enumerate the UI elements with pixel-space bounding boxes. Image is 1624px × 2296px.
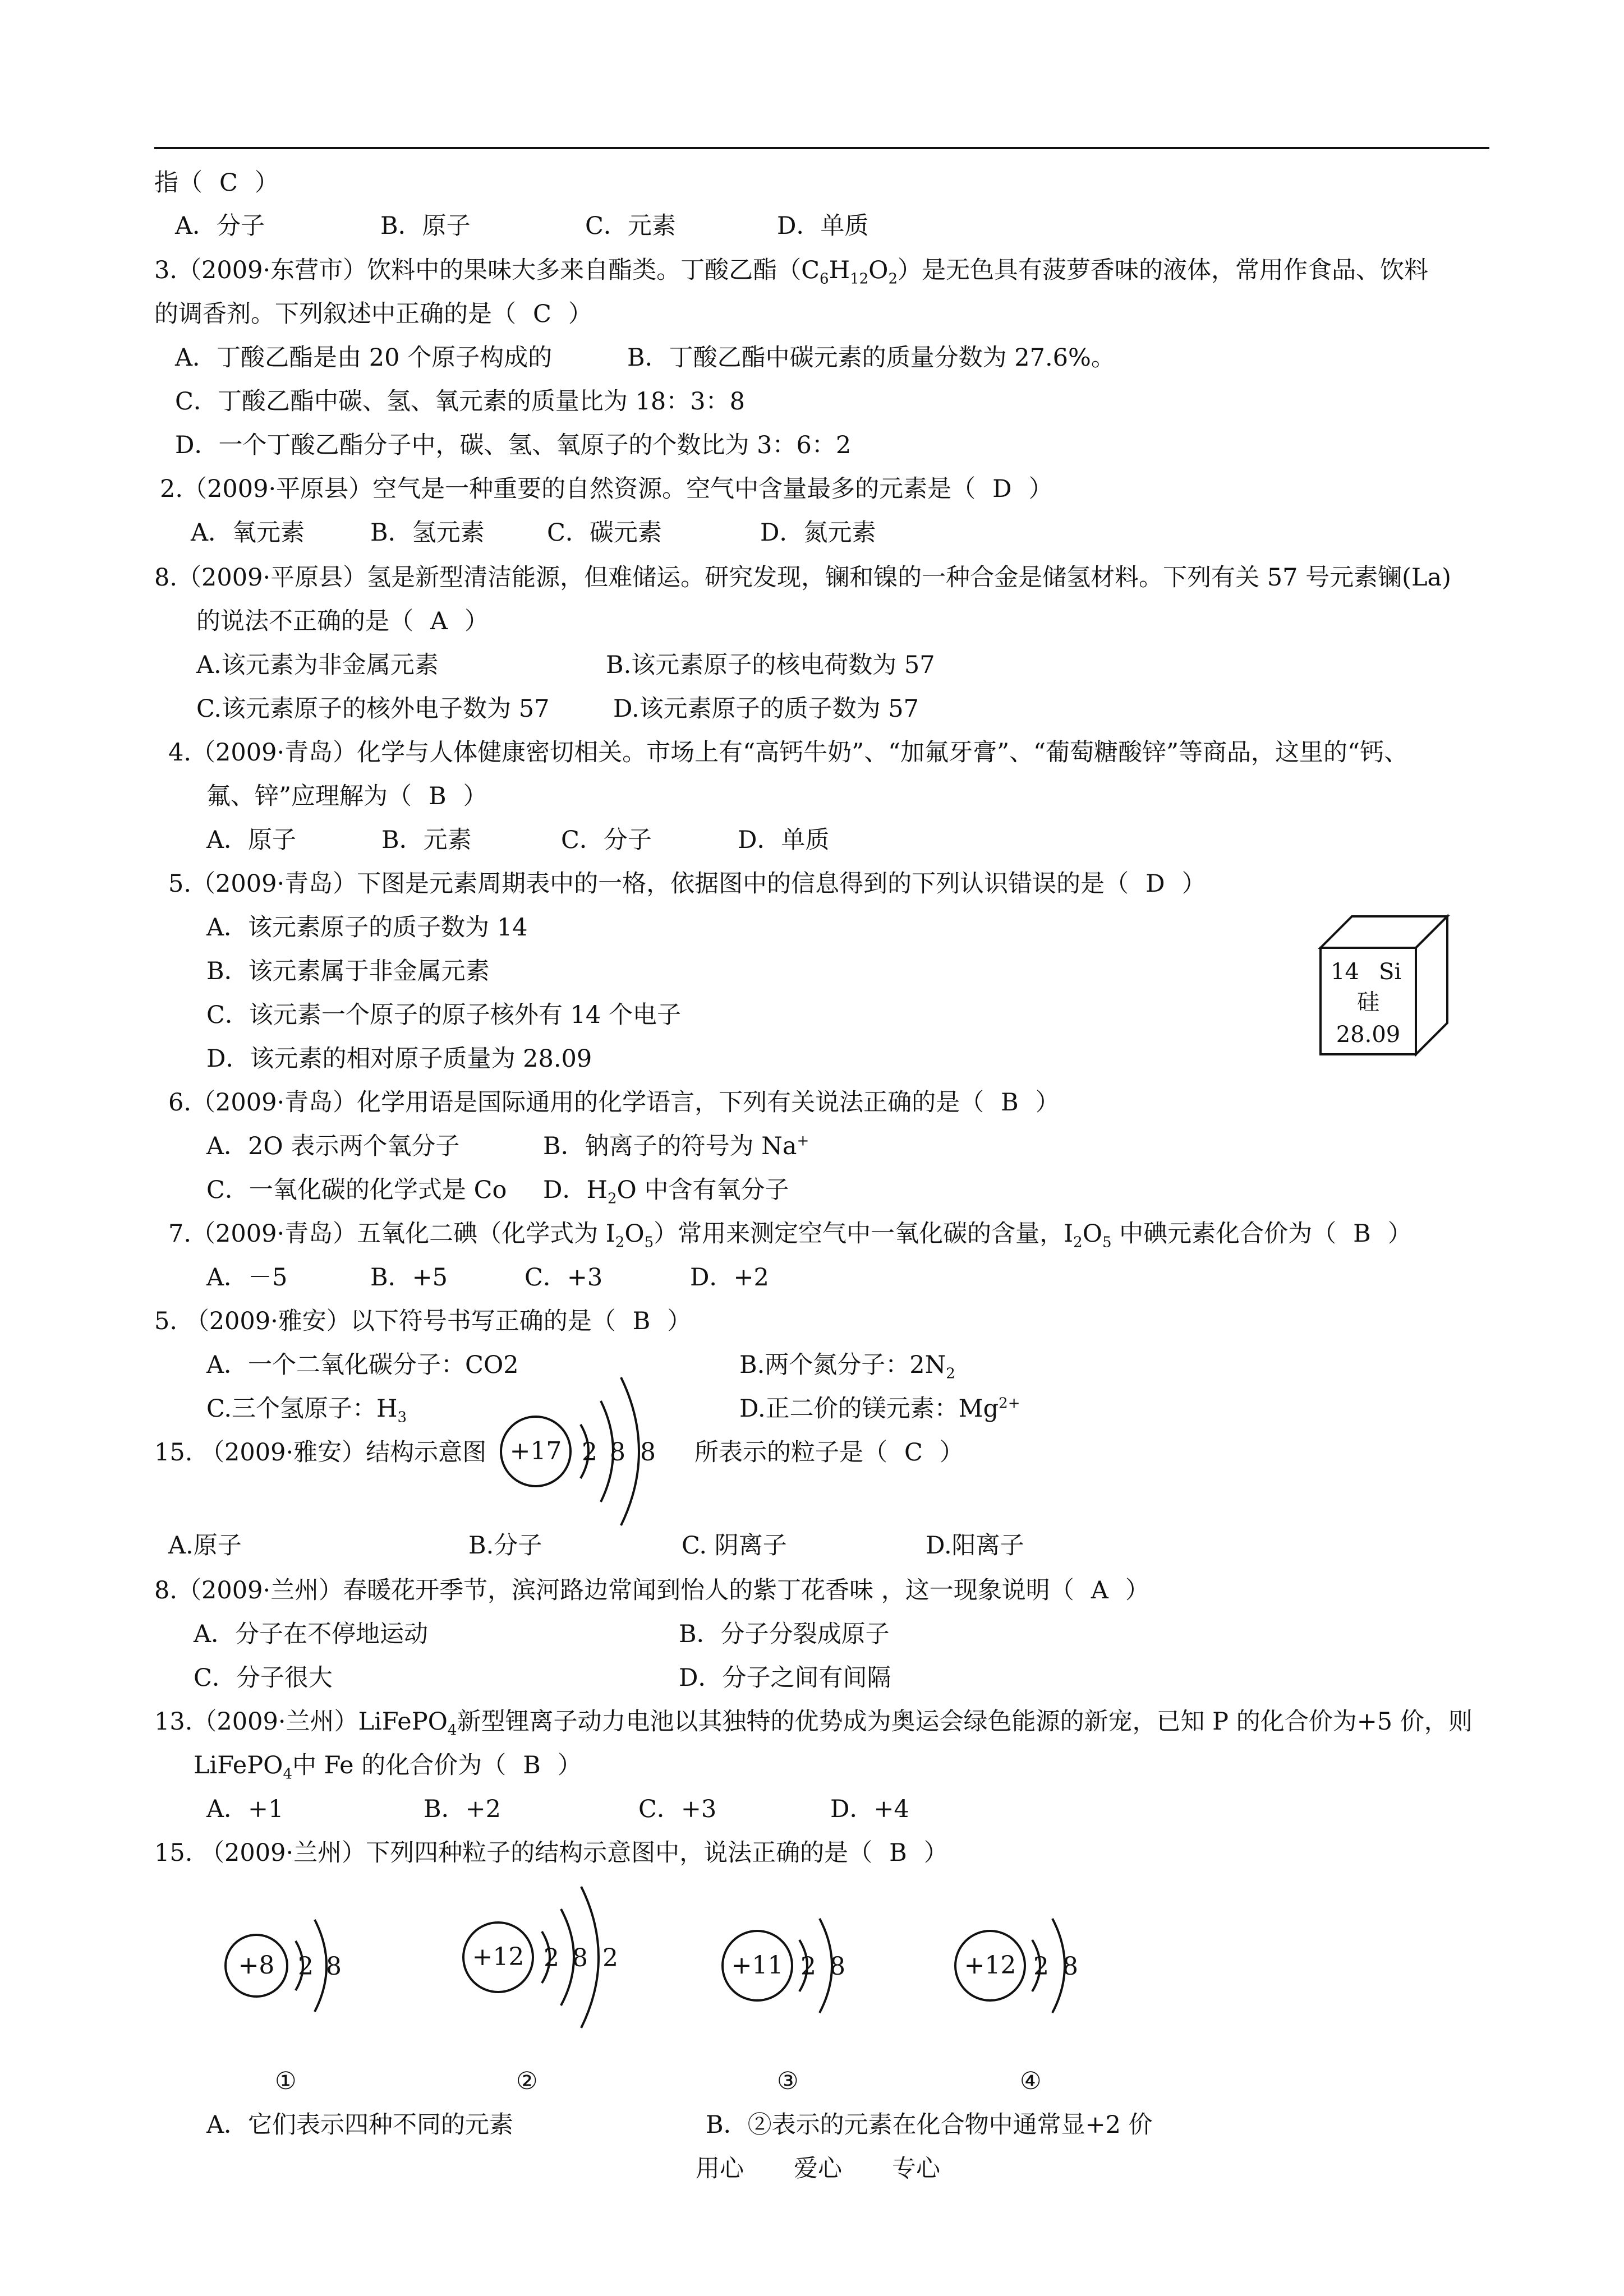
element-symbol: Si <box>1379 959 1402 985</box>
stem-text: ）常用来测定空气中一氧化碳的含量，I <box>654 1220 1074 1248</box>
q8a-option-c: C.该元素原子的核外电子数为 57 <box>196 695 550 723</box>
stem-text: 13.（2009·兰州）LiFePO <box>154 1708 448 1736</box>
stem-text: LiFePO <box>194 1751 283 1779</box>
stem-close: ） <box>254 169 279 197</box>
q3-option-d: D．一个丁酸乙酯分子中，碳、氢、氧原子的个数比为 3：6：2 <box>175 431 852 459</box>
stem-text: 2.（2009·平原县）空气是一种重要的自然资源。空气中含量最多的元素是（ <box>160 475 976 503</box>
answer: B <box>632 1307 651 1335</box>
q15a-stem-pre: 15. （2009·雅安）结构示意图 <box>154 1439 487 1467</box>
answer: B <box>1001 1089 1019 1117</box>
stem-text: 中 Fe 的化合价为（ <box>292 1751 507 1779</box>
superscript: + <box>797 1132 809 1150</box>
q2-option-b: B．氢元素 <box>370 519 485 547</box>
footer-word-1: 用心 <box>696 2155 744 2183</box>
stem-text: 5.（2009·青岛）下图是元素周期表中的一格，依据图中的信息得到的下列认识错误的是（ <box>168 870 1129 898</box>
q13-stem-line2 <box>194 1751 582 1783</box>
diagram-label-2: ② <box>516 2067 538 2095</box>
q7-option-d: D．+2 <box>690 1264 769 1292</box>
element-name: 硅 <box>1357 989 1379 1015</box>
q4-option-c: C．分子 <box>561 826 652 854</box>
q13-option-d: D．+4 <box>830 1795 909 1823</box>
q7-option-c: C．+3 <box>525 1264 603 1292</box>
atom-diagram-1 <box>222 1893 367 2039</box>
q8a-option-b: B.该元素原子的核电荷数为 57 <box>606 651 935 679</box>
stem-close: ） <box>1125 1576 1149 1605</box>
q5b-option-d <box>739 1397 1020 1421</box>
stem-close: ） <box>464 607 489 635</box>
shell-electrons-1: 2 <box>298 1952 314 1981</box>
shell-electrons-2: 8 <box>572 1944 588 1972</box>
stem-text: 3.（2009·东营市）饮料中的果味大多来自酯类。丁酸乙酯（C <box>154 256 820 284</box>
stem-text: 指（ <box>154 169 203 197</box>
atom-diagram-4 <box>948 1893 1105 2039</box>
q5b-option-c <box>206 1395 407 1426</box>
shell-electrons-1: 2 <box>801 1952 816 1981</box>
shell-electrons-3: 8 <box>640 1438 656 1467</box>
q2-option-c: C．碳元素 <box>547 519 662 547</box>
atom-structure-diagram-chlorine <box>496 1368 676 1537</box>
superscript: 2+ <box>999 1395 1020 1412</box>
q2-stem <box>160 477 1053 501</box>
q15a-stem-post <box>694 1441 964 1465</box>
shell-electrons-1: 2 <box>544 1944 559 1972</box>
answer: C <box>904 1439 923 1467</box>
q15a-option-d: D.阳离子 <box>926 1532 1024 1560</box>
q8a-stem-line2 <box>196 607 489 635</box>
q15a-option-b: B.分子 <box>468 1532 542 1560</box>
option-text: O 中含有氧分子 <box>617 1176 789 1204</box>
stem-text: 6.（2009·青岛）化学用语是国际通用的化学语言，下列有关说法正确的是（ <box>168 1089 984 1117</box>
q8b-option-c: C．分子很大 <box>194 1664 333 1692</box>
option-text: B.两个氮分子：2N <box>739 1351 946 1379</box>
subscript: 4 <box>283 1765 292 1783</box>
q13-option-b: B．+2 <box>424 1795 501 1823</box>
q15a-option-c: C. 阴离子 <box>682 1532 787 1560</box>
stem-text: 的说法不正确的是（ <box>196 607 413 635</box>
option-text: D.正二价的镁元素：Mg <box>739 1395 999 1423</box>
stem-close: ） <box>568 300 592 328</box>
subscript: 3 <box>397 1409 407 1426</box>
answer: A <box>430 607 448 635</box>
q6-option-c: C．一氧化碳的化学式是 Co <box>206 1176 507 1204</box>
periodic-table-cell <box>1318 914 1453 1060</box>
q6-option-b <box>543 1132 809 1160</box>
q2-option-d: D．氮元素 <box>760 519 876 547</box>
formula-part: H <box>829 256 850 284</box>
q15a-option-a: A.原子 <box>168 1532 242 1560</box>
answer: D <box>992 475 1012 503</box>
subscript: 5 <box>644 1234 654 1251</box>
q6-stem <box>168 1091 1060 1115</box>
shell-electrons-1: 2 <box>1033 1952 1049 1981</box>
stem-close: ） <box>1387 1220 1412 1248</box>
formula-part: O <box>1082 1220 1102 1248</box>
q5b-stem <box>154 1307 692 1335</box>
q8a-option-a: A.该元素为非金属元素 <box>196 651 439 679</box>
option-text: D．H <box>543 1176 608 1204</box>
stem-close: ） <box>939 1439 964 1467</box>
footer-word-2: 爱心 <box>794 2155 842 2183</box>
shell-electrons-3: 2 <box>602 1944 618 1972</box>
answer: B <box>523 1751 541 1779</box>
stem-close: ） <box>1028 475 1053 503</box>
stem-text: 新型锂离子动力电池以其独特的优势成为奥运会绿色能源的新宠，已知 P 的化合价为+5 价，则 <box>457 1708 1473 1736</box>
q8b-option-a: A．分子在不停地运动 <box>194 1620 429 1648</box>
shell-electrons-2: 8 <box>326 1952 342 1981</box>
subscript: 2 <box>607 1190 617 1207</box>
stem-text: 中碘元素化合价为（ <box>1111 1220 1337 1248</box>
diagram-label-3: ③ <box>777 2067 799 2095</box>
q2-option-a: A．氧元素 <box>191 519 305 547</box>
subscript: 2 <box>1073 1234 1083 1251</box>
stem-text: 8.（2009·兰州）春暖花开季节，滨河路边常闻到怡人的紫丁花香味 ，这一现象说明（ <box>154 1576 1074 1605</box>
q13-option-a: A．+1 <box>206 1795 284 1823</box>
option-c: C．元素 <box>585 212 676 240</box>
q3-option-b: B．丁酸乙酯中碳元素的质量分数为 27.6%。 <box>627 344 1115 372</box>
nucleus-charge: +12 <box>472 1943 525 1971</box>
q8b-option-b: B．分子分裂成原子 <box>679 1620 890 1648</box>
q5b-option-a: A．一个二氧化碳分子：CO2 <box>206 1351 519 1379</box>
atom-diagram-2 <box>449 1884 640 2047</box>
stem-text: 所表示的粒子是（ <box>694 1439 887 1467</box>
q8b-stem <box>154 1576 1149 1605</box>
answer: C <box>533 300 551 328</box>
answer: A <box>1091 1576 1108 1605</box>
element-number: 14 <box>1331 959 1359 985</box>
q3-stem-line1 <box>154 256 1428 288</box>
subscript: 12 <box>850 270 869 288</box>
q6-option-a: A．2O 表示两个氧分子 <box>206 1132 460 1160</box>
nucleus-charge: +12 <box>964 1951 1016 1980</box>
q3-stem-line2 <box>154 302 592 326</box>
shell-electrons-1: 2 <box>582 1438 597 1467</box>
diagram-label-1: ① <box>275 2067 297 2095</box>
answer: B <box>428 782 447 810</box>
subscript: 2 <box>888 270 898 288</box>
stem-text: 15. （2009·兰州）下列四种粒子的结构示意图中，说法正确的是（ <box>154 1839 873 1867</box>
q7-option-b: B．+5 <box>370 1264 448 1292</box>
q5a-option-d: D．该元素的相对原子质量为 28.09 <box>206 1045 592 1073</box>
q5a-stem <box>168 872 1206 896</box>
q8a-stem-line1: 8.（2009·平原县）氢是新型清洁能源，但难储运。研究发现，镧和镍的一种合金是储氢材料。下列有关 57 号元素镧(La) <box>154 564 1451 592</box>
footer-word-3: 专心 <box>892 2155 940 2183</box>
q7-stem <box>168 1220 1412 1251</box>
option-text: B．钠离子的符号为 Na <box>543 1132 797 1160</box>
nucleus-charge: +17 <box>509 1437 562 1465</box>
option-text: C.三个氢原子：H <box>206 1395 398 1423</box>
q3-option-c: C．丁酸乙酯中碳、氢、氧元素的质量比为 18：3：8 <box>175 388 746 416</box>
subscript: 2 <box>946 1365 955 1382</box>
stem-close: ） <box>1035 1089 1060 1117</box>
stem-close: ） <box>923 1839 948 1867</box>
shell-electrons-2: 8 <box>610 1438 625 1467</box>
q15b-option-a: A．它们表示四种不同的元素 <box>206 2111 514 2139</box>
stem-text: 5. （2009·雅安）以下符号书写正确的是（ <box>154 1307 616 1335</box>
q4-stem-line1: 4.（2009·青岛）化学与人体健康密切相关。市场上有“高钙牛奶”、“加氟牙膏”、“葡萄糖酸锌”等商品，这里的“钙、 <box>168 739 1409 767</box>
q7-option-a: A．－5 <box>206 1264 288 1292</box>
stem-close: ） <box>557 1751 582 1779</box>
shell-electrons-2: 8 <box>1062 1952 1078 1981</box>
stem-text: 的调香剂。下列叙述中正确的是（ <box>154 300 516 328</box>
stem-text: ）是无色具有菠萝香味的液体，常用作食品、饮料 <box>897 256 1428 284</box>
q6-option-d <box>543 1176 789 1207</box>
q4-stem-line2 <box>206 782 487 810</box>
stem-close: ） <box>1181 870 1206 898</box>
q5b-option-b <box>739 1351 955 1382</box>
nucleus-charge: +11 <box>731 1951 784 1980</box>
shell-electrons-2: 8 <box>830 1952 845 1981</box>
answer: D <box>1145 870 1165 898</box>
answer: C <box>219 169 238 197</box>
stem-close: ） <box>667 1307 692 1335</box>
q15b-stem <box>154 1841 948 1865</box>
stem-text: 氟、锌”应理解为（ <box>206 782 412 810</box>
q5a-option-b: B．该元素属于非金属元素 <box>206 957 490 985</box>
formula-part: O <box>868 256 889 284</box>
diagram-label-4: ④ <box>1020 2067 1042 2095</box>
q5a-option-a: A．该元素原子的质子数为 14 <box>206 914 528 942</box>
q4-option-d: D．单质 <box>738 826 830 854</box>
q4-option-b: B．元素 <box>381 826 472 854</box>
q8a-option-d: D.该元素原子的质子数为 57 <box>613 695 919 723</box>
question-fragment-stem <box>154 171 279 195</box>
q13-stem-line1 <box>154 1708 1473 1739</box>
q15b-option-b: B．②表示的元素在化合物中通常显+2 价 <box>706 2111 1153 2139</box>
answer: B <box>889 1839 907 1867</box>
subscript: 2 <box>615 1234 625 1251</box>
q13-option-c: C．+3 <box>638 1795 717 1823</box>
option-d: D．单质 <box>777 212 869 240</box>
header-rule <box>154 147 1489 149</box>
subscript: 4 <box>447 1722 457 1739</box>
q3-option-a: A．丁酸乙酯是由 20 个原子构成的 <box>175 344 553 372</box>
stem-text: 7.（2009·青岛）五氧化二碘（化学式为 I <box>168 1220 615 1248</box>
atom-diagram-3 <box>715 1893 872 2039</box>
stem-close: ） <box>463 782 487 810</box>
q4-option-a: A．原子 <box>206 826 297 854</box>
element-mass: 28.09 <box>1336 1022 1401 1048</box>
subscript: 6 <box>820 270 829 288</box>
nucleus-charge: +8 <box>238 1951 275 1980</box>
q5a-option-c: C．该元素一个原子的原子核外有 14 个电子 <box>206 1001 681 1029</box>
q8b-option-d: D．分子之间有间隔 <box>679 1664 891 1692</box>
option-b: B．原子 <box>380 212 471 240</box>
formula-part: O <box>624 1220 645 1248</box>
answer: B <box>1353 1220 1371 1248</box>
option-a: A．分子 <box>175 212 265 240</box>
subscript: 5 <box>1102 1234 1112 1251</box>
